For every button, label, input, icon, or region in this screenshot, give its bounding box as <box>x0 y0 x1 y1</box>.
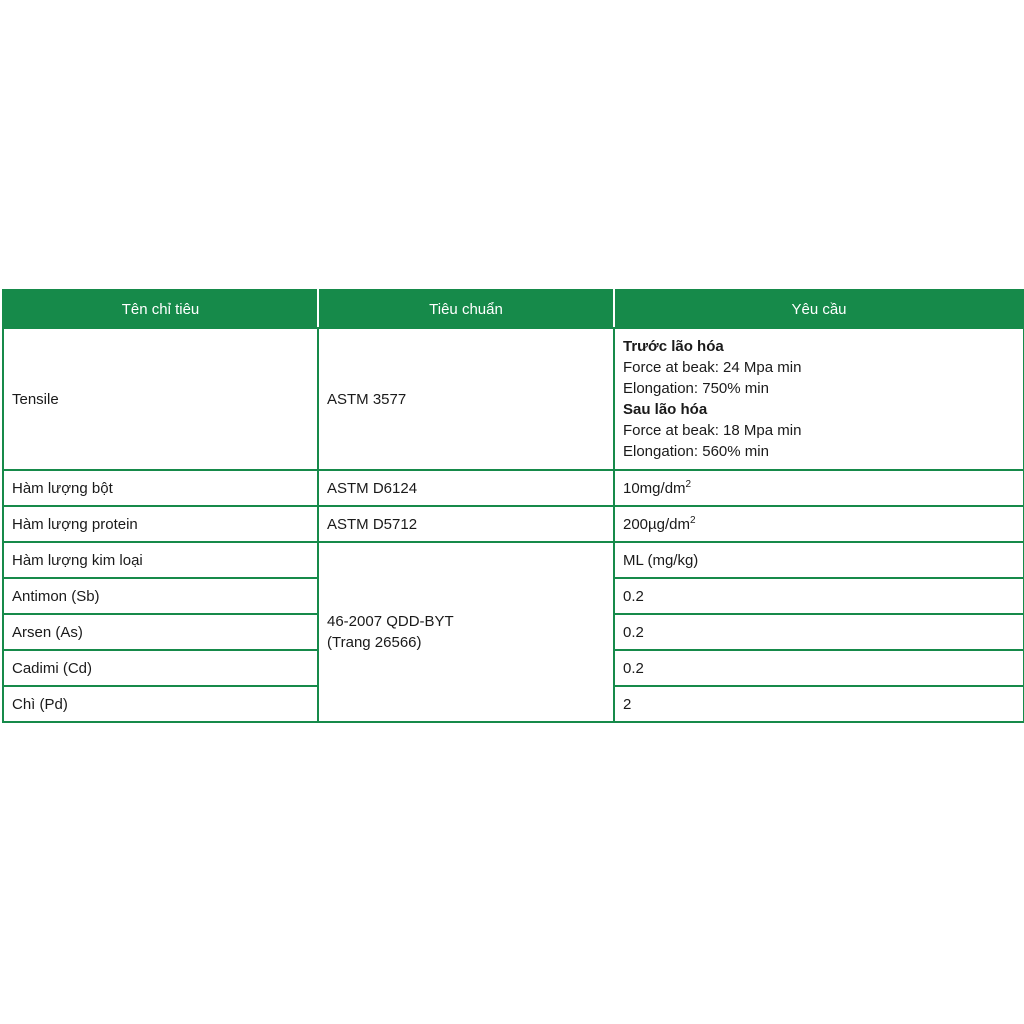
table-row <box>3 328 1024 470</box>
header-criteria-name: Tên chỉ tiêu <box>3 290 318 328</box>
requirement-cell: 2 <box>614 686 1024 722</box>
protein-exponent: 2 <box>690 514 696 526</box>
after-force-text: Force at beak: 18 Mpa min <box>623 422 802 439</box>
requirement-cell: 0.2 <box>614 650 1024 686</box>
metals-standard-line2: (Trang 26566) <box>327 634 422 651</box>
criteria-name-cell: Antimon (Sb) <box>3 578 318 614</box>
requirement-cell: ML (mg/kg) <box>614 542 1024 578</box>
table-row <box>3 542 1024 578</box>
before-force-text: Force at beak: 24 Mpa min <box>623 359 802 376</box>
criteria-name-cell: Chì (Pd) <box>3 686 318 722</box>
criteria-name-cell: Arsen (As) <box>3 614 318 650</box>
criteria-name-cell: Cadimi (Cd) <box>3 650 318 686</box>
protein-value: 200µg/dm <box>623 515 691 533</box>
header-requirement: Yêu cầu <box>614 290 1024 328</box>
table-row <box>3 470 1024 506</box>
before-aging-heading: Trước lão hóa <box>623 338 724 355</box>
powder-exponent: 2 <box>685 478 692 490</box>
specification-table <box>2 289 1024 723</box>
criteria-name-cell: Hàm lượng kim loại <box>3 542 318 578</box>
metals-standard-line1: 46-2007 QDD-BYT <box>327 613 454 630</box>
standard-cell: ASTM D5712 <box>318 506 614 542</box>
header-standard: Tiêu chuẩn <box>318 290 614 328</box>
requirement-cell <box>614 328 1024 470</box>
metals-standard-cell <box>318 542 614 722</box>
requirement-cell: 0.2 <box>614 614 1024 650</box>
criteria-name-cell: Hàm lượng bột <box>3 470 318 506</box>
table-row <box>3 506 1024 542</box>
before-elongation-text: Elongation: 750% min <box>623 380 769 397</box>
table-header-row <box>3 290 1024 328</box>
criteria-name-cell: Hàm lượng protein <box>3 506 318 542</box>
criteria-name-cell: Tensile <box>3 328 318 470</box>
standard-cell: ASTM D6124 <box>318 470 614 506</box>
standard-cell: ASTM 3577 <box>318 328 614 470</box>
after-elongation-text: Elongation: 560% min <box>623 443 769 460</box>
powder-value: 10mg/dm <box>623 479 686 497</box>
requirement-cell <box>614 470 1024 506</box>
requirement-cell: 0.2 <box>614 578 1024 614</box>
after-aging-heading: Sau lão hóa <box>623 401 708 418</box>
requirement-cell <box>614 506 1024 542</box>
